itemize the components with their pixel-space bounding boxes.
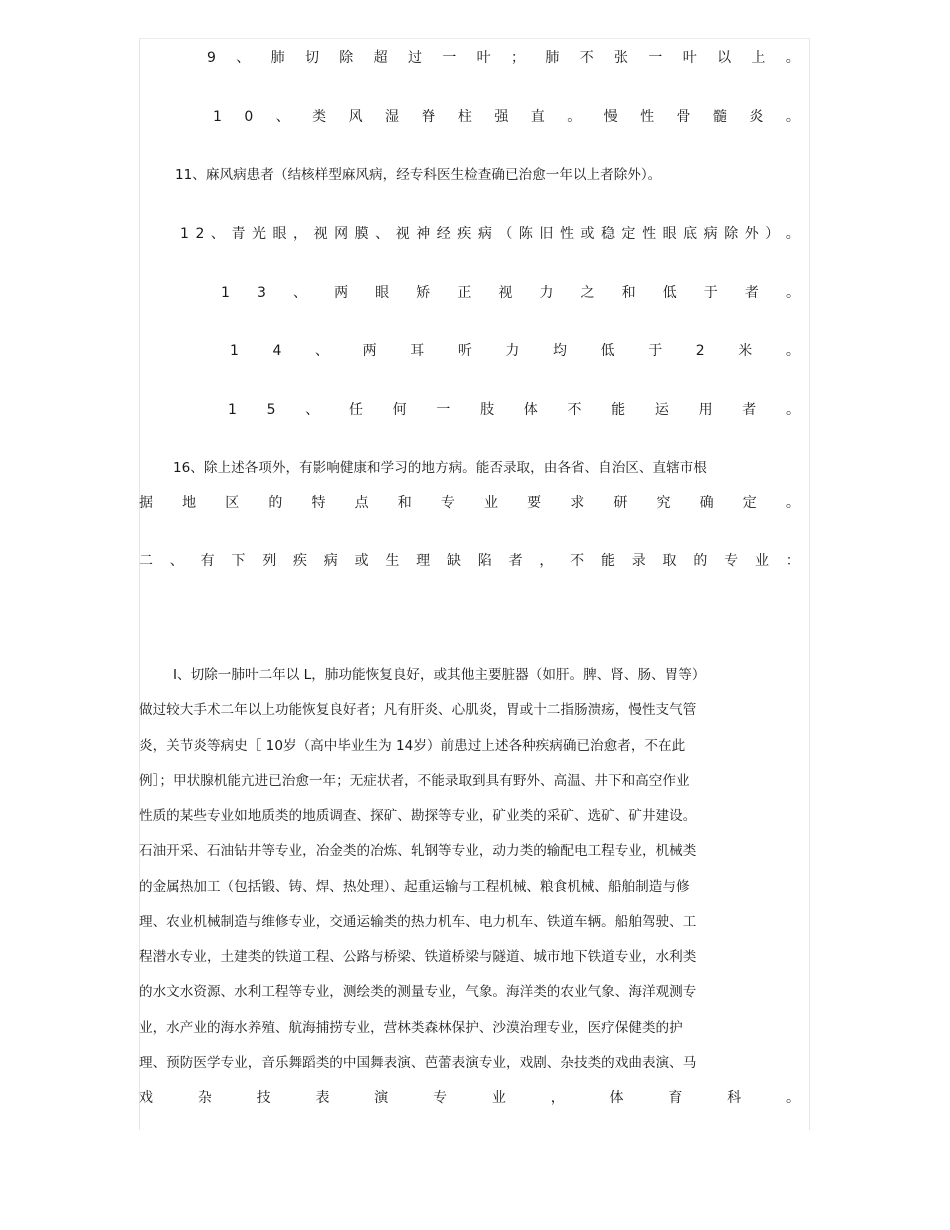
para-line: 业，水产业的海水养殖、航海捕捞专业，营林类森林保护、沙漠治理专业，医疗保健类的护 [139,1020,683,1036]
para-line-last: 戏 杂 技 表 演 专 业 ， 体 育 科 。 [139,1090,800,1106]
para-line: I、切除一肺叶二年以 L，肺功能恢复良好，或其他主要脏器（如肝。脾、肾、肠、胃等） [173,667,706,683]
page-frame [139,38,810,1130]
para-line: 理、预防医学专业，音乐舞蹈类的中国舞表演、芭蕾表演专业，戏剧、杂技类的戏曲表演、马 [139,1055,697,1071]
para-line: 程潜水专业，土建类的铁道工程、公路与桥梁、铁道桥梁与隧道、城市地下铁道专业，水利类 [139,949,697,965]
item-11: 11、麻风病患者（结核样型麻风病，经专科医生检查确已治愈一年以上者除外）。 [175,167,662,183]
para-line: 石油开采、石油钻井等专业，冶金类的冶炼、轧钢等专业，动力类的输配电工程专业，机械类 [139,843,697,859]
para-line: 做过较大手术二年以上功能恢复良好者；凡有肝炎、心肌炎，胃或十二指肠溃疡，慢性支气管 [139,702,697,718]
item-16-line1: 16、除上述各项外，有影响健康和学习的地方病。能否录取，由各省、自治区、直辖市根 [173,460,707,476]
section-2-heading: 二 、 有 下 列 疾 病 或 生 理 缺 陷 者 ， 不 能 录 取 的 专 业 ： [139,553,800,569]
para-line: 的金属热加工（包括锻、铸、焊、热处理）、起重运输与工程机械、粮食机械、船舶制造与修 [139,879,690,895]
item-16-line2: 据 地 区 的 特 点 和 专 业 要 求 研 究 确 定 。 [139,495,800,511]
item-14: 1 4 、 两 耳 听 力 均 低 于 2 米 。 [230,343,800,359]
item-10: 1 0 、 类 风 湿 脊 柱 强 直 。 慢 性 骨 髓 炎 。 [213,109,800,125]
item-9: 9 、 肺 切 除 超 过 一 叶 ； 肺 不 张 一 叶 以 上 。 [207,50,800,66]
para-line: 炎，关节炎等病史［ 10岁（高中毕业生为 14岁）前患过上述各种疾病确已治愈者，不在此 [139,738,686,754]
item-15: 1 5 、 任 何 一 肢 体 不 能 运 用 者 。 [228,402,800,418]
para-line: 例］；甲状腺机能亢进已治愈一年；无症状者，不能录取到具有野外、高温、井下和高空作业 [139,773,690,789]
item-12: 1 2 、 青 光 眼 ， 视 网 膜 、 视 神 经 疾 病 （ 陈 旧 性 或 稳 定 性 眼 底 病 除 外 ） 。 [180,226,800,242]
item-13: 1 3 、 两 眼 矫 正 视 力 之 和 低 于 者 。 [221,285,800,301]
para-line: 性质的某些专业如地质类的地质调查、探矿、勘探等专业，矿业类的采矿、选矿、矿井建设。 [139,808,697,824]
para-line: 理、农业机械制造与维修专业，交通运输类的热力机车、电力机车、铁道车辆。船舶驾驶、工 [139,914,697,930]
para-line: 的水文水资源、水利工程等专业，测绘类的测量专业，气象。海洋类的农业气象、海洋观测专 [139,984,697,1000]
